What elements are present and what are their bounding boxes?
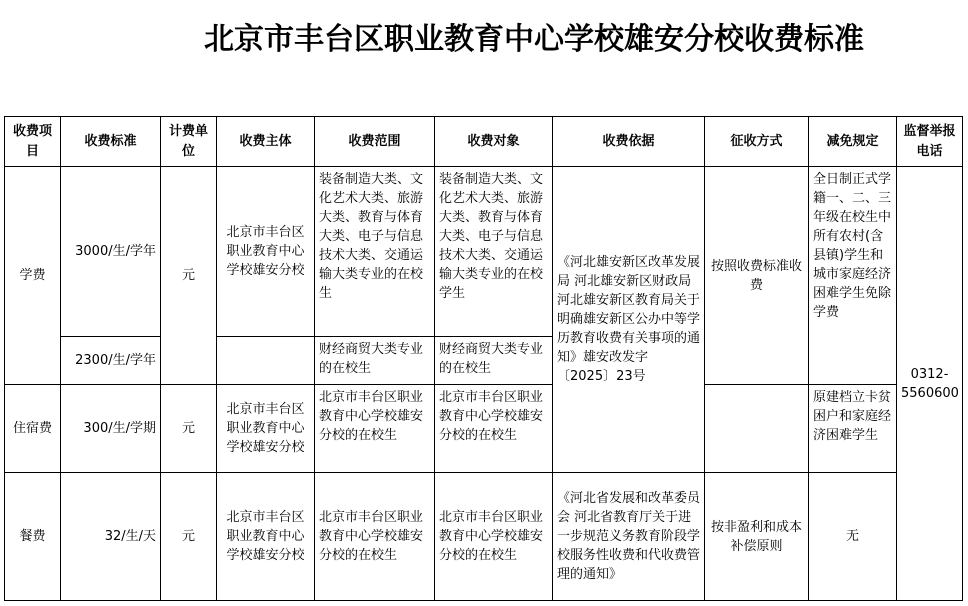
- meal-item: 餐费: [5, 473, 61, 601]
- page-title: 北京市丰台区职业教育中心学校雄安分校收费标准: [204, 22, 864, 57]
- tuition-standard-2: 2300/生/学年: [61, 337, 161, 385]
- header-cell: 征收方式: [705, 117, 809, 167]
- tuition-scope-1: 装备制造大类、文化艺术大类、旅游大类、教育与体育大类、电子与信息技术大类、交通运输大类专业的在校生: [315, 167, 435, 337]
- header-cell: 收费范围: [315, 117, 435, 167]
- tuition-body-empty: [217, 337, 315, 385]
- meal-body: 北京市丰台区职业教育中心学校雄安分校: [217, 473, 315, 601]
- header-cell: 收费对象: [435, 117, 553, 167]
- header-cell: 收费依据: [553, 117, 705, 167]
- tuition-body: 北京市丰台区职业教育中心学校雄安分校: [217, 167, 315, 337]
- meal-unit: 元: [161, 473, 217, 601]
- tuition-exempt: 全日制正式学籍一、二、三年级在校生中所有农村(含县镇)学生和城市家庭经济困难学生免除学费: [809, 167, 897, 385]
- lodging-method-empty: [705, 385, 809, 473]
- header-cell: 收费项目: [5, 117, 61, 167]
- meal-standard: 32/生/天: [61, 473, 161, 601]
- header-cell: 计费单位: [161, 117, 217, 167]
- lodging-standard: 300/生/学期: [61, 385, 161, 473]
- header-cell: 监督举报电话: [897, 117, 963, 167]
- table-row: [5, 167, 963, 337]
- header-row: [5, 117, 963, 167]
- tuition-target-1: 装备制造大类、文化艺术大类、旅游大类、教育与体育大类、电子与信息技术大类、交通运输大类专业的在校学生: [435, 167, 553, 337]
- header-cell: 减免规定: [809, 117, 897, 167]
- lodging-unit: 元: [161, 385, 217, 473]
- meal-target: 北京市丰台区职业教育中心学校雄安分校的在校生: [435, 473, 553, 601]
- lodging-target: 北京市丰台区职业教育中心学校雄安分校的在校生: [435, 385, 553, 473]
- meal-basis: 《河北省发展和改革委员会 河北省教育厅关于进一步规范义务教育阶段学校服务性收费和代收费管理的通知》: [553, 473, 705, 601]
- tuition-unit: 元: [161, 167, 217, 385]
- table-row: [5, 385, 963, 473]
- tuition-scope-2: 财经商贸大类专业的在校生: [315, 337, 435, 385]
- lodging-item: 住宿费: [5, 385, 61, 473]
- header-cell: 收费标准: [61, 117, 161, 167]
- fee-table: [4, 116, 963, 601]
- tuition-target-2: 财经商贸大类专业的在校生: [435, 337, 553, 385]
- tuition-item: 学费: [5, 167, 61, 385]
- table-row: [5, 473, 963, 601]
- meal-method: 按非盈利和成本补偿原则: [705, 473, 809, 601]
- meal-scope: 北京市丰台区职业教育中心学校雄安分校的在校生: [315, 473, 435, 601]
- meal-exempt: 无: [809, 473, 897, 601]
- lodging-body: 北京市丰台区职业教育中心学校雄安分校: [217, 385, 315, 473]
- tuition-basis: 《河北雄安新区改革发展局 河北雄安新区财政局 河北雄安新区教育局关于明确雄安新区公办中等学历教育收费有关事项的通知》雄安改发字〔2025〕23号: [553, 167, 705, 473]
- supervision-phone: 0312-5560600: [897, 167, 963, 601]
- header-cell: 收费主体: [217, 117, 315, 167]
- lodging-exempt: 原建档立卡贫困户和家庭经济困难学生: [809, 385, 897, 473]
- lodging-scope: 北京市丰台区职业教育中心学校雄安分校的在校生: [315, 385, 435, 473]
- tuition-method: 按照收费标准收费: [705, 167, 809, 385]
- tuition-standard-1: 3000/生/学年: [61, 167, 161, 337]
